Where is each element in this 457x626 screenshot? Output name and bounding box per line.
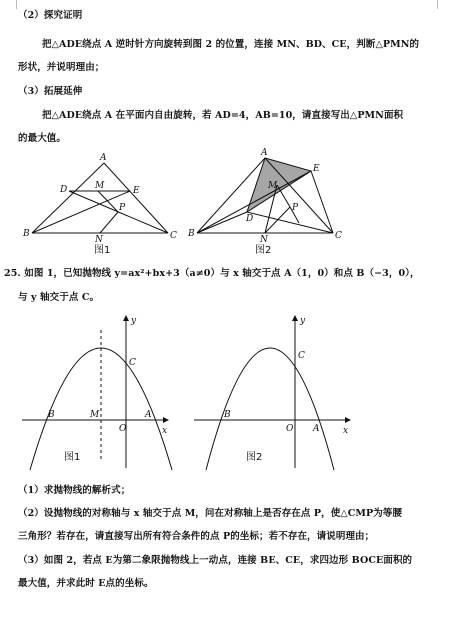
fig-p1-label-a: A <box>145 410 152 420</box>
fig2-label-d: D <box>246 214 254 224</box>
fig1-label-n: N <box>95 235 103 245</box>
question-2-line2: 三角形？若存在，请直接写出所有符合条件的点 P的坐标；若不存在，请说明理由； <box>18 531 375 542</box>
problem-25-line1: 25. 如图 1，已知抛物线 y=ax²+bx+3（a≠0）与 x 轴交于点 A（1，0）和点 B（−3，0）， <box>4 268 420 279</box>
fig1-segment-mp <box>98 191 118 212</box>
fig-p2-label-c: C <box>298 351 305 361</box>
fig1-label-d: D <box>60 185 68 195</box>
fig-p2-label-y: y <box>300 316 306 326</box>
fig-p2-parabola <box>206 348 334 470</box>
fig-p1-caption: 图1 <box>64 452 81 463</box>
fig2-label-b: B <box>188 229 195 239</box>
fig-p1-label-y: y <box>131 316 137 326</box>
fig-p1-label-o: O <box>119 424 127 434</box>
section-extend-body-line1: 把△ADE绕点 A 在平面内自由旋转，若 AD=4，AB=10，请直接写出△PMN面积 <box>42 110 404 121</box>
fig1-label-p: P <box>119 203 126 213</box>
fig2-caption: 图2 <box>255 245 272 256</box>
question-3-line1: （3）如图 2，若点 E为第二象限抛物线上一动点，连接 BE、CE，求四边形 BOCE面积的 <box>18 555 413 566</box>
parabola-figures <box>0 310 457 480</box>
problem-25-line2: 与 y 轴交于点 C。 <box>18 292 100 303</box>
question-3-line2: 最大值，并求此时 E点的坐标。 <box>18 578 154 589</box>
figure-triangle-2 <box>187 148 342 256</box>
fig2-label-p: P <box>292 203 299 213</box>
fig2-label-n: N <box>260 235 268 245</box>
fig1-caption: 图1 <box>94 245 111 256</box>
corner-mark-top-left <box>6 0 17 9</box>
fig2-segment-dc <box>247 212 333 233</box>
fig1-label-b: B <box>23 229 30 239</box>
fig2-label-e: E <box>313 164 320 174</box>
fig1-label-e: E <box>133 186 140 196</box>
fig1-side-ab <box>32 163 104 233</box>
fig2-shaded-triangle-ade <box>247 158 311 212</box>
fig1-segment-np <box>100 212 118 233</box>
fig-p2-label-o: O <box>286 424 294 434</box>
section-explore-heading: （2）探究证明 <box>18 10 83 21</box>
triangle-figures <box>0 145 457 265</box>
fig-p1-label-b: B <box>48 410 55 420</box>
question-2-line1: （2）设抛物线的对称轴与 x 轴交于点 M，问在对称轴上是否存在点 P，使△CMP为等腰 <box>18 508 403 519</box>
section-explore-body-line1: 把△ADE绕点 A 逆时针方向旋转到图 2 的位置，连接 MN、BD、CE，判断△PMN的 <box>42 39 420 50</box>
fig2-segment-ce <box>311 171 333 233</box>
fig-p1-label-x: x <box>162 426 168 436</box>
fig1-label-a: A <box>100 153 107 163</box>
fig2-label-c: C <box>335 231 342 241</box>
section-extend-heading: （3）拓展延伸 <box>18 86 83 97</box>
fig1-label-c: C <box>170 231 177 241</box>
fig-p1-label-c: C <box>129 358 136 368</box>
fig1-segment-be <box>32 191 130 233</box>
figure-triangle-1 <box>22 153 177 256</box>
fig2-label-m: M <box>268 181 278 191</box>
fig-p2-label-x: x <box>343 426 349 436</box>
fig2-segment-bd <box>197 212 247 233</box>
corner-mark-top-right <box>437 0 448 9</box>
section-explore-body-line2: 形状，并说明理由； <box>18 62 105 73</box>
figure-parabola-1 <box>22 316 172 470</box>
fig-p2-caption: 图2 <box>246 452 263 463</box>
fig1-label-m: M <box>95 181 105 191</box>
figure-parabola-2 <box>194 316 350 470</box>
section-extend-body-line2: 的最大值。 <box>18 133 67 144</box>
fig-p2-label-b: B <box>224 410 231 420</box>
question-1: （1）求抛物线的解析式； <box>18 485 131 496</box>
fig-p1-label-m: M <box>90 410 100 420</box>
fig2-label-a: A <box>261 148 268 158</box>
fig-p2-label-a: A <box>313 424 320 434</box>
